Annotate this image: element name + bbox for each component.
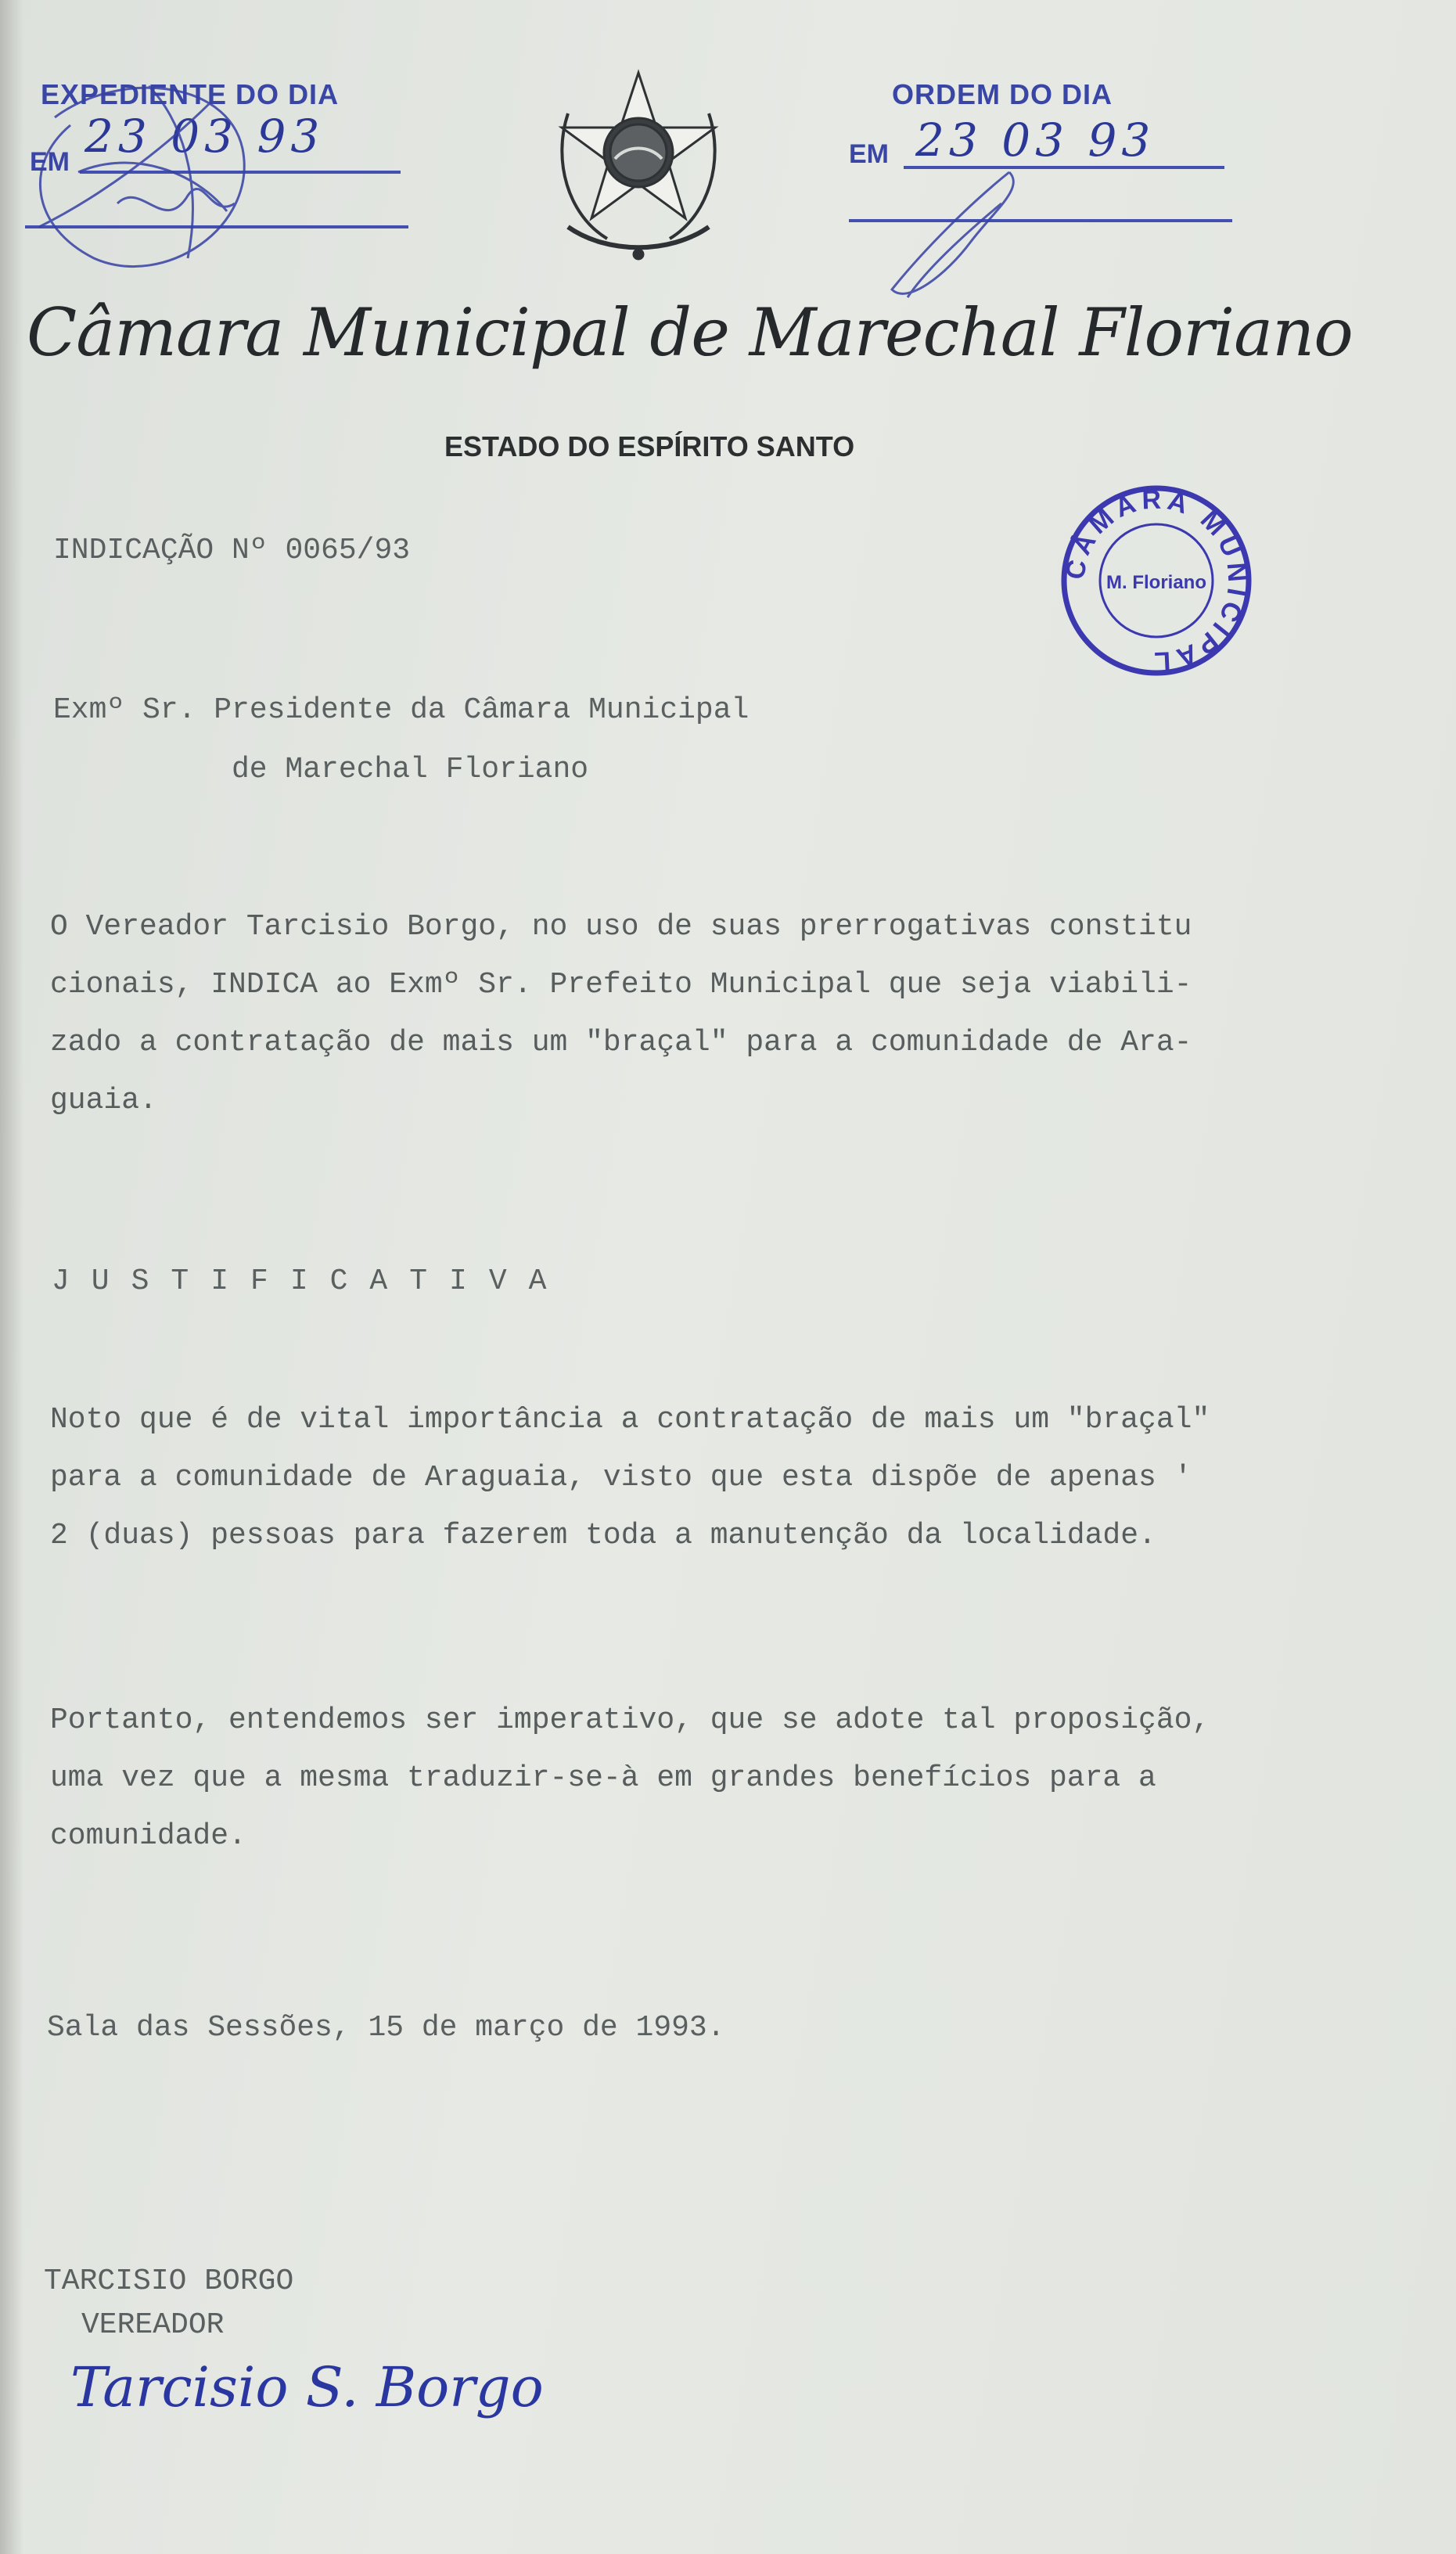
handwritten-signature: Tarcisio S. Borgo xyxy=(70,2355,544,2419)
conclusion-line: comunidade. xyxy=(50,1819,246,1853)
addressee-line-1: Exmº Sr. Presidente da Câmara Municipal xyxy=(53,693,750,727)
conclusion-line: Portanto, entendemos ser imperativo, que se adote tal proposição, xyxy=(50,1703,1210,1737)
state-name: ESTADO DO ESPÍRITO SANTO xyxy=(444,430,855,462)
justification-paragraph xyxy=(50,1391,1380,1565)
body-line: cionais, INDICA ao Exmº Sr. Prefeito Municipal que seja viabili- xyxy=(50,968,1192,1002)
signer-name: TARCISIO BORGO xyxy=(44,2264,294,2298)
conclusion-paragraph xyxy=(50,1692,1380,1865)
ordem-handwritten-date: 23 03 93 xyxy=(915,113,1156,167)
indicacao-reference: INDICAÇÃO Nº 0065/93 xyxy=(53,534,411,567)
ordem-em-label: EM xyxy=(849,139,889,169)
conclusion-line: uma vez que a mesma traduzir-se-à em grandes benefícios para a xyxy=(50,1761,1156,1795)
justification-line: 2 (duas) pessoas para fazerem toda a manutenção da localidade. xyxy=(50,1519,1156,1552)
justification-line: Noto que é de vital importância a contratação de mais um "braçal" xyxy=(50,1403,1210,1437)
expediente-handwritten-date: 23 03 93 xyxy=(84,110,325,163)
chamber-round-stamp xyxy=(1055,479,1258,682)
body-line: guaia. xyxy=(50,1084,157,1117)
addressee-line-2: de Marechal Floriano xyxy=(232,753,589,786)
round-stamp-center-text: M. Floriano xyxy=(1106,572,1206,593)
ordem-initials-scribble xyxy=(876,156,1048,313)
expediente-stamp-title: EXPEDIENTE DO DIA xyxy=(41,78,340,110)
body-line: O Vereador Tarcisio Borgo, no uso de suas prerrogativas constitu xyxy=(50,910,1192,944)
justification-line: para a comunidade de Araguaia, visto que esta dispõe de apenas ' xyxy=(50,1461,1192,1495)
expediente-em-label: EM xyxy=(30,147,70,177)
institution-name: Câmara Municipal de Marechal Floriano xyxy=(27,294,1353,371)
place-and-date: Sala das Sessões, 15 de março de 1993. xyxy=(47,2011,725,2045)
signer-role: VEREADOR xyxy=(81,2308,225,2342)
body-paragraph xyxy=(50,898,1380,1130)
body-line: zado a contratação de mais um "braçal" para a comunidade de Ara- xyxy=(50,1026,1192,1059)
page-fold-shadow xyxy=(0,0,23,2554)
expediente-initials-scribble xyxy=(8,55,305,305)
coat-of-arms-emblem xyxy=(545,67,732,262)
justification-heading: JUSTIFICATIVA xyxy=(52,1264,569,1298)
ordem-stamp-title: ORDEM DO DIA xyxy=(892,78,1113,110)
round-stamp-ring-text: CÂMARA MUNICIPAL xyxy=(1060,484,1253,677)
